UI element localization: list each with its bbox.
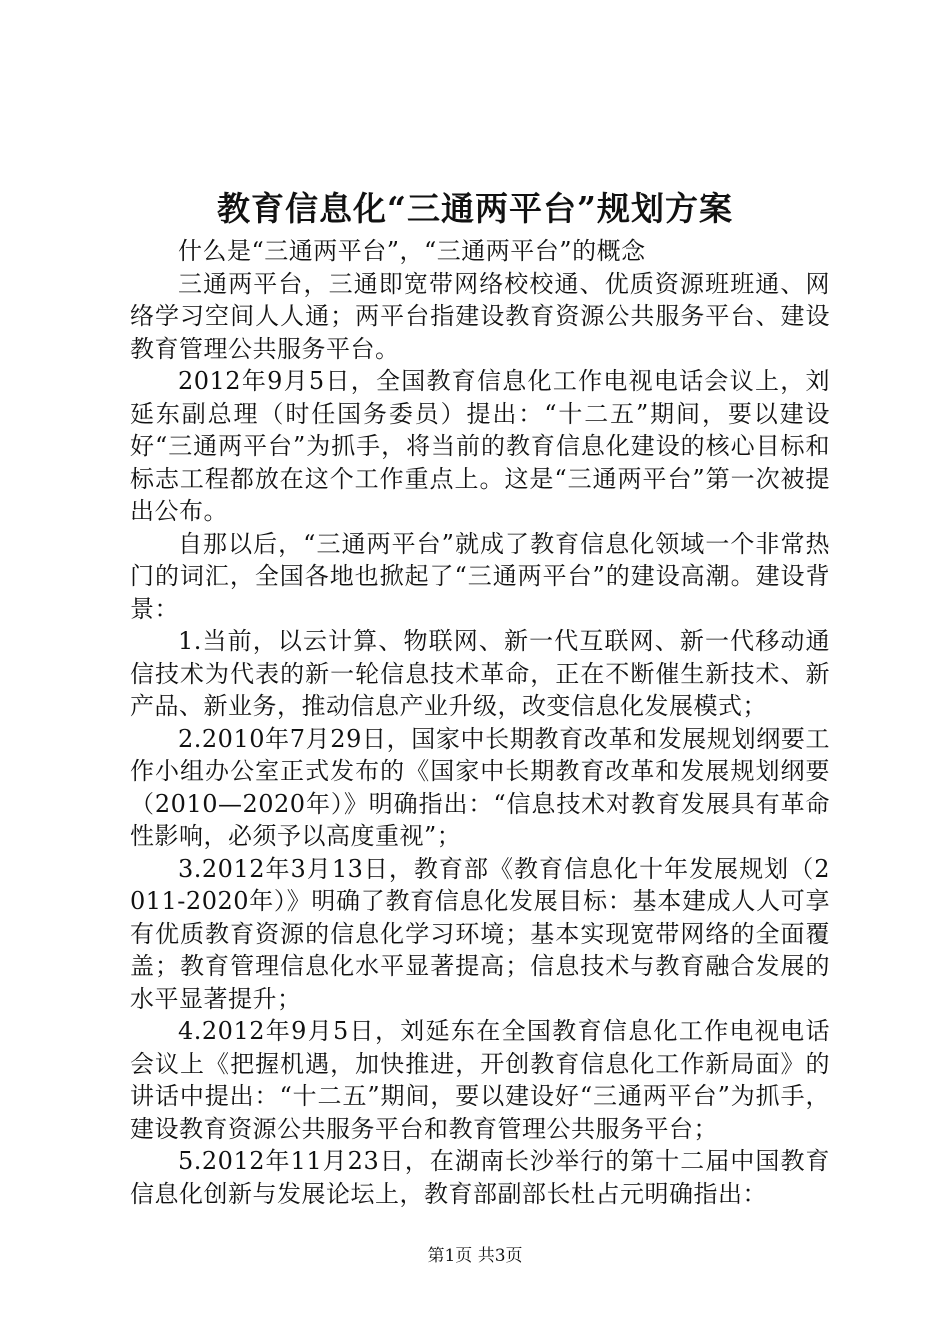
paragraph-background-4: 4.2012年9月5日，刘延东在全国教育信息化工作电视电话会议上《把握机遇，加快推进，开创教育信息化工作新局面》的讲话中提出：“十二五”期间，要以建设好“三通两平台”为抓手，建设教育资源公共服务平台和教育管理公共服务平台； [130, 1017, 830, 1143]
page-number-footer: 第1页 共3页 [427, 1246, 523, 1266]
document-body [130, 235, 830, 1210]
paragraph-background-5: 5.2012年11月23日，在湖南长沙举行的第十二届中国教育信息化创新与发展论坛上，教育部副部长杜占元明确指出： [130, 1147, 830, 1208]
paragraph-origin: 2012年9月5日，全国教育信息化工作电视电话会议上，刘延东副总理（时任国务委员）提出：“十二五”期间，要以建设好“三通两平台”为抓手，将当前的教育信息化建设的核心目标和标志工程都放在这个工作重点上。这是“三通两平台”第一次被提出公布。 [130, 367, 830, 525]
paragraph-popularity: 自那以后，“三通两平台”就成了教育信息化领域一个非常热门的词汇，全国各地也掀起了“三通两平台”的建设高潮。建设背景： [130, 529, 830, 623]
document-title: 教育信息化“三通两平台”规划方案 [217, 189, 733, 228]
paragraph-concept-heading: 什么是“三通两平台”，“三通两平台”的概念 [178, 237, 646, 265]
paragraph-definition: 三通两平台，三通即宽带网络校校通、优质资源班班通、网络学习空间人人通；两平台指建设教育资源公共服务平台、建设教育管理公共服务平台。 [130, 269, 830, 363]
paragraph-background-1: 1.当前，以云计算、物联网、新一代互联网、新一代移动通信技术为代表的新一轮信息技术革命，正在不断催生新技术、新产品、新业务，推动信息产业升级，改变信息化发展模式； [130, 627, 830, 720]
paragraph-background-3: 3.2012年3月13日，教育部《教育信息化十年发展规划（2011-2020年）》明确了教育信息化发展目标：基本建成人人可享有优质教育资源的信息化学习环境；基本实现宽带网络的全面覆盖；教育管理信息化水平显著提高；信息技术与教育融合发展的水平显著提升； [130, 854, 830, 1013]
paragraph-background-2: 2.2010年7月29日，国家中长期教育改革和发展规划纲要工作小组办公室正式发布的《国家中长期教育改革和发展规划纲要（2010—2020年）》明确指出：“信息技术对教育发展具有革命性影响，必须予以高度重视”； [130, 724, 830, 850]
